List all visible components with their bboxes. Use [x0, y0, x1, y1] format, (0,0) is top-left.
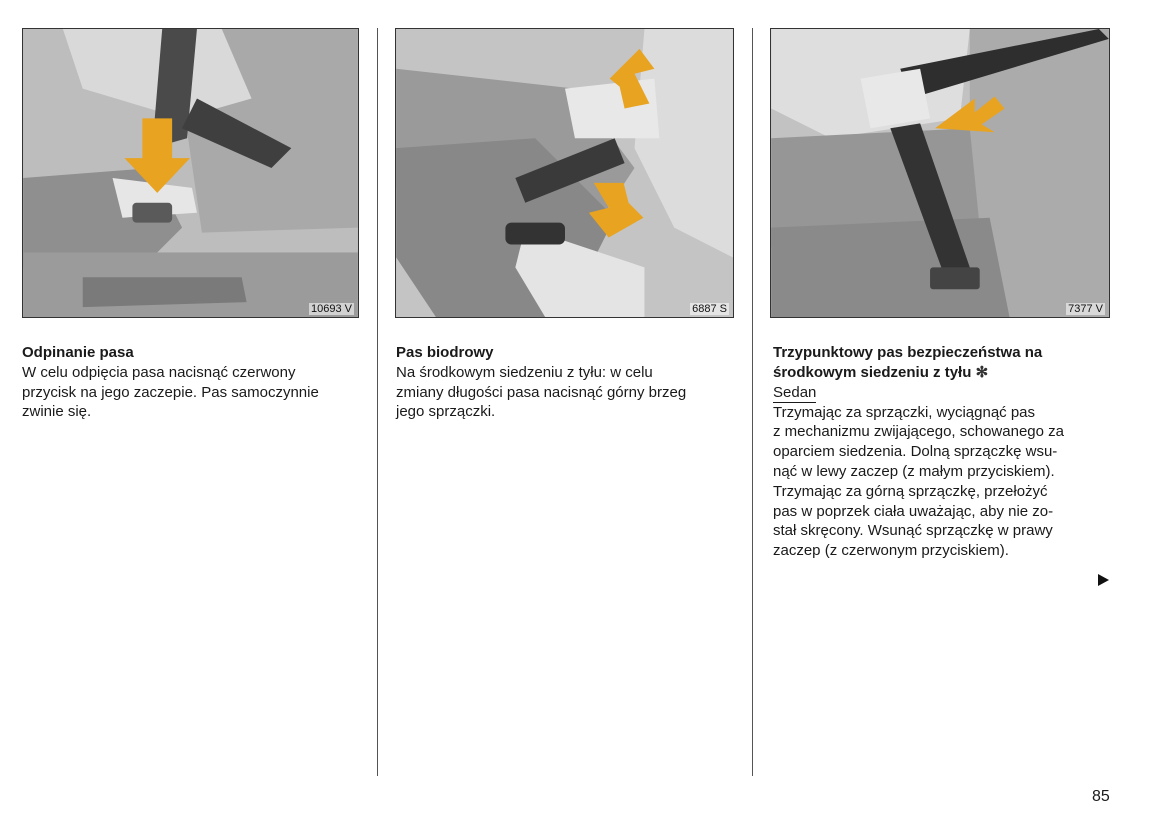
body-line: Na środkowym siedzeniu z tyłu: w celu	[396, 363, 653, 381]
three-point-belt-drawing	[771, 29, 1109, 317]
section-heading: Trzypunktowy pas bezpieczeństwa na	[773, 344, 1043, 361]
figure-lap-belt-illustration	[395, 28, 734, 318]
body-line: zmiany długości pasa nacisnąć górny brzeg	[396, 383, 687, 401]
body-line: przycisk na jego zaczepie. Pas samoczynnie	[22, 383, 319, 401]
body-line: Trzymając za górną sprzączkę, przełożyć	[773, 482, 1048, 500]
body-line: nąć w lewy zaczep (z małym przyciskiem).	[773, 462, 1055, 480]
section-heading-text: środkowym siedzeniu z tyłu	[773, 363, 972, 381]
lap-belt-drawing	[396, 29, 733, 317]
section-lap-belt	[396, 343, 746, 422]
unbuckling-drawing	[23, 29, 358, 317]
body-line: pas w poprzek ciała uważając, aby nie zo-	[773, 502, 1054, 520]
body-line: zaczep (z czerwonym przyciskiem).	[773, 542, 1009, 560]
figure-unbuckling-illustration	[22, 28, 359, 318]
page-number: 85	[1092, 788, 1110, 805]
figure-code: 6887 S	[692, 303, 727, 315]
section-unbuckling	[22, 343, 372, 422]
section-subheading: Sedan	[773, 383, 817, 401]
body-line: oparciem siedzenia. Dolną sprzączkę wsu-	[773, 443, 1058, 461]
column-divider-right	[752, 28, 753, 776]
body-line: jego sprzączki.	[396, 403, 496, 421]
figure-three-point-belt-illustration	[770, 28, 1110, 318]
section-three-point-belt	[773, 343, 1118, 561]
column-divider-left	[377, 28, 378, 776]
body-line: W celu odpięcia pasa nacisnąć czerwony	[22, 363, 296, 381]
body-line: Trzymając za sprzączki, wyciągnąć pas	[773, 403, 1036, 421]
body-line: zwinie się.	[22, 403, 92, 421]
figure-code: 7377 V	[1068, 303, 1103, 315]
section-heading-line-2	[773, 363, 1118, 383]
figure-code: 10693 V	[311, 303, 352, 315]
body-line: stał skręcony. Wsunąć sprzączkę w prawy	[773, 522, 1053, 540]
body-line: z mechanizmu zwijającego, schowanego za	[773, 423, 1064, 441]
section-heading: Pas biodrowy	[396, 344, 494, 361]
section-heading: Odpinanie pasa	[22, 344, 134, 361]
optional-equipment-icon: ✻	[975, 363, 989, 381]
continue-arrow-icon	[1098, 574, 1109, 586]
